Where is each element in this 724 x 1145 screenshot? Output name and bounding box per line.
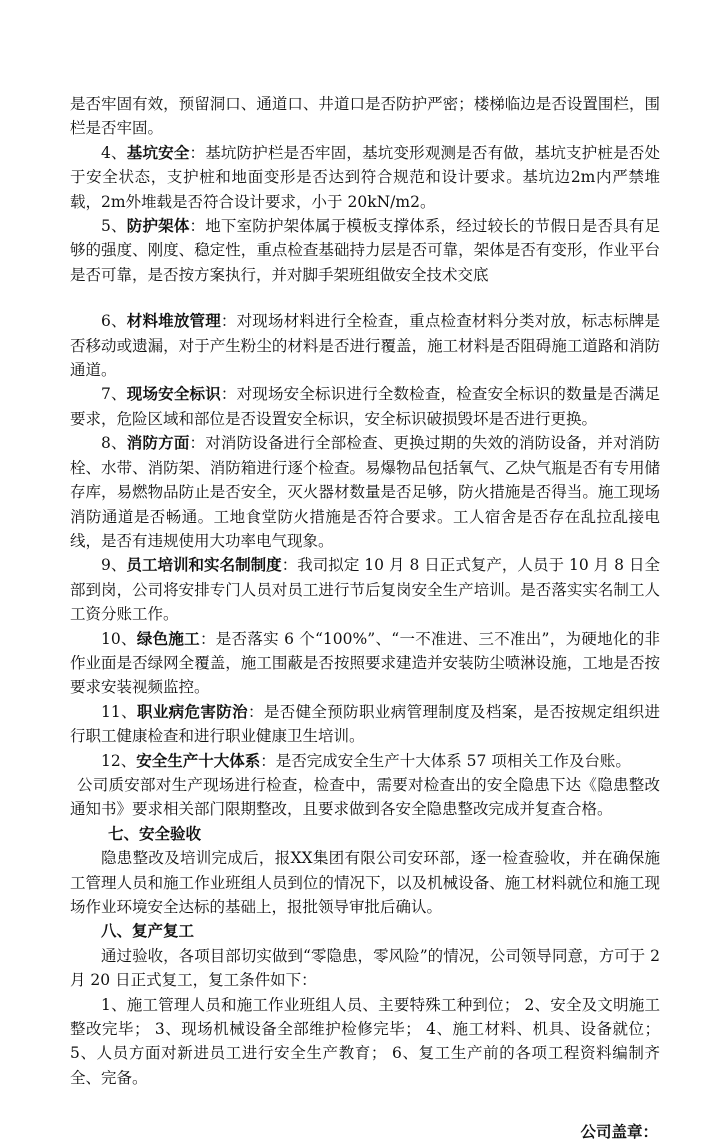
item-heading: 绿色施工: [136, 628, 200, 648]
paragraph-5: [70, 214, 660, 287]
item-body: ：地下室防护架体属于模板支撑体系，经过较长的节假日是否具有足够的强度、刚度、稳定性，重点检查基础持力层是否可靠，架体是否有变形，作业平台是否可靠，是否按方案执行，并对脚手架班组做安全技术交底: [70, 217, 660, 284]
paragraph-acceptance: 隐患整改及培训完成后，报XX集团有限公司安环部，逐一检查验收，并在确保施工管理人员和施工作业班组人员到位的情况下，以及机械设备、施工材料就位和施工现场作业环境安全达标的基础上，报批领导审批后确认。: [70, 849, 660, 916]
paragraph-10: [70, 627, 660, 700]
blank-line: [70, 287, 660, 309]
item-heading: 基坑安全: [126, 142, 190, 162]
item-body: ：是否健全预防职业病管理制度及档案，是否按规定组织进行职工健康检查和进行职业健康卫生培训。: [70, 702, 660, 746]
item-number: 9、: [101, 556, 127, 575]
paragraph-conditions: 1、施工管理人员和施工作业班组人员、主要特殊工种到位； 2、安全及文明施工整改完毕； 3、现场机械设备全部维护检修完毕； 4、施工材料、机具、设备就位； 5、人员方面对新进员工进行安全生产教育； 6、复工生产前的各项工程资料编制齐全、完备。: [70, 995, 660, 1087]
item-heading: 防护架体: [126, 216, 190, 236]
item-body: ：对消防设备进行全部检查、更换过期的失效的消防设备，并对消防栓、水带、消防架、消防箱进行逐个检查。易爆物品包括氧气、乙炔气瓶是否有专用储存库，易燃物品防止是否安全，灭火器材数量是否足够，防火措施是否得当。施工现场消防通道是否畅通。工地食堂防火措施是否符合要求。工人宿舍是否存在乱拉乱接电线，是否有违规使用大功率电气现象。: [70, 434, 660, 550]
paragraph-12: [70, 749, 660, 773]
paragraph-resumption: 通过验收，各项目部切实做到“零隐患，零风险”的情况，公司领导同意，方可于 2 月 20 日正式复工，复工条件如下：: [70, 946, 660, 990]
section-heading-resumption: 八、复产复工: [101, 921, 195, 941]
paragraph-8: [70, 431, 660, 553]
item-number: 12、: [101, 751, 137, 770]
item-heading: 消防方面: [126, 433, 190, 453]
company-seal-label: 公司盖章：: [580, 1122, 658, 1142]
item-body: ：是否落实 6 个“100%”、“一不准进、三不准出”，为硬地化的非作业面是否绿网全覆盖，施工围蔽是否按照要求建造并安装防尘喷淋设施，工地是否按要求安装视频监控。: [70, 629, 660, 697]
item-body: ：是否完成安全生产十大体系 57 项相关工作及台账。: [260, 751, 631, 770]
paragraph-6: [70, 309, 660, 382]
paragraph-4: [70, 141, 660, 214]
item-body: ：对现场安全标识进行全数检查，检查安全标识的数量是否满足要求，危险区域和部位是否设置安全标识，安全标识破损毁坏是否进行更换。: [70, 385, 660, 428]
item-body: ：对现场材料进行全检查，重点检查材料分类对放，标志标牌是否移动或遗漏，对于产生粉尘的材料是否进行覆盖，施工材料是否阻碍施工道路和消防通道。: [70, 312, 660, 380]
document-page: [70, 92, 660, 1145]
paragraph-11: [70, 700, 660, 749]
item-heading: 安全生产十大体系: [136, 750, 261, 770]
item-number: 7、: [101, 385, 127, 404]
item-heading: 现场安全标识: [126, 384, 221, 404]
paragraph-9: [70, 553, 660, 626]
item-number: 5、: [101, 217, 127, 236]
item-body: ：基坑防护栏是否牢固，基坑变形观测是否有做，基坑支护桩是否处于安全状态，支护桩和地面变形是否达到符合规范和设计要求。基坑边2m内严禁堆载，2m外堆载是否符合设计要求，小于 20kN/m2。: [70, 143, 660, 211]
item-number: 8、: [101, 434, 127, 453]
item-body: ：我司拟定 10 月 8 日正式复产，人员于 10 月 8 日全部到岗，公司将安排专门人员对员工进行节后复岗安全生产培训。是否落实实名制工人工资分账工作。: [70, 556, 660, 624]
item-heading: 员工培训和实名制制度: [126, 555, 282, 575]
item-number: 10、: [101, 629, 137, 648]
paragraph-inspection: 公司质安部对生产现场进行检查，检查中，需要对检查出的安全隐患下达《隐患整改通知书》要求相关部门限期整改，且要求做到各安全隐患整改完成并复查合格。: [70, 775, 660, 819]
item-heading: 材料堆放管理: [126, 311, 221, 331]
item-number: 4、: [101, 143, 127, 162]
paragraph-7: [70, 382, 660, 431]
item-number: 6、: [101, 312, 127, 331]
item-heading: 职业病危害防治: [136, 701, 248, 721]
item-number: 11、: [101, 702, 137, 721]
paragraph-3-cont: 是否牢固有效，预留洞口、通道口、井道口是否防护严密；楼梯临边是否设置围栏，围栏是否牢固。: [70, 95, 660, 138]
section-heading-acceptance: 七、安全验收: [108, 823, 202, 843]
